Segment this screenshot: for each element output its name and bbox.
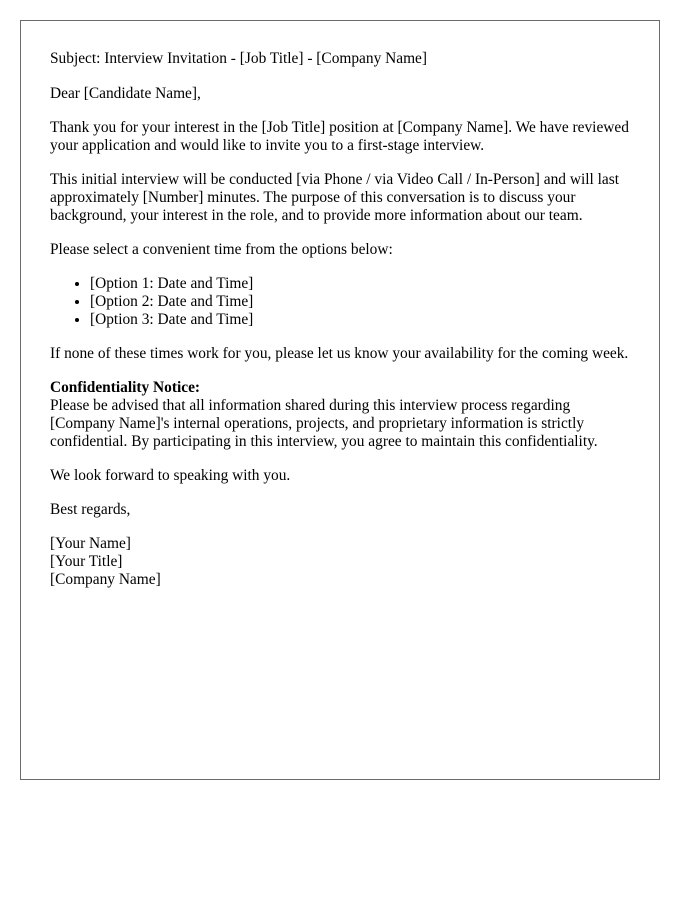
letter-subject: Subject: Interview Invitation - [Job Title] - [Company Name] (50, 50, 428, 67)
time-option-3: • [Option 3: Date and Time] (90, 311, 635, 329)
letter-body (50, 50, 635, 605)
time-option-1: • [Option 1: Date and Time] (90, 275, 635, 293)
paragraph-thank-you: Thank you for your interest in the [Job Title] position at [Company Name]. We have reviewed your application and would like to invite you to a first-stage interview. (50, 119, 629, 154)
confidentiality-heading: Confidentiality Notice: (50, 379, 201, 396)
signature-title: [Your Title] (50, 553, 123, 570)
sign-off: Best regards, (50, 501, 131, 518)
letter-greeting: Dear [Candidate Name], (50, 85, 201, 102)
paragraph-interview-details: This initial interview will be conducted [via Phone / via Video Call / In-Person] and will last approximately [Number] minutes. The purpose of this conversation is to discuss your background, your interest in the role, and to provide more information about our team. (50, 171, 619, 224)
paragraph-availability: If none of these times work for you, please let us know your availability for the coming week. (50, 345, 629, 362)
signature-block (50, 535, 635, 589)
letter-frame (20, 20, 660, 780)
confidentiality-notice (50, 379, 635, 451)
paragraph-select-time: Please select a convenient time from the options below: (50, 241, 393, 258)
confidentiality-text: Please be advised that all information shared during this interview process regarding [Company Name]'s internal operations, projects, and proprietary information is strictly confidential. By participating in this interview, you agree to maintain this confidentiality. (50, 397, 598, 450)
time-options-list (50, 275, 635, 329)
closing-line: We look forward to speaking with you. (50, 467, 291, 484)
signature-company: [Company Name] (50, 571, 161, 588)
time-option-2: • [Option 2: Date and Time] (90, 293, 635, 311)
signature-name: [Your Name] (50, 535, 131, 552)
